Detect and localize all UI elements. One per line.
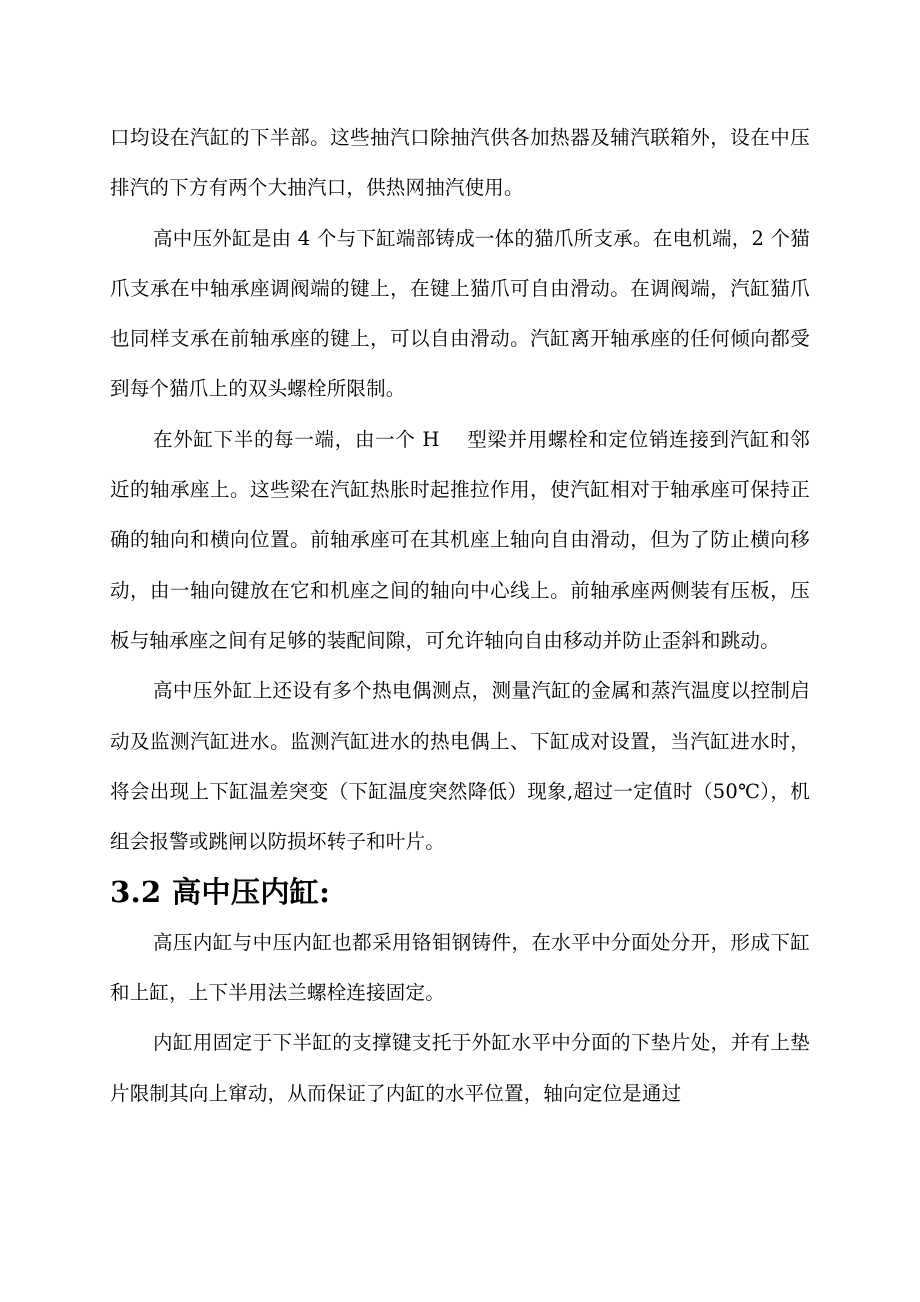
paragraph-outer-casing-support: 高中压外缸是由 4 个与下缸端部铸成一体的猫爪所支承。在电机端，2 个猫爪支承在中轴承座调阀端的键上，在键上猫爪可自由滑动。在调阀端，汽缸猫爪也同样支承在前轴承座的键上，可以自由滑动。汽缸离开轴承座的任何倾向都受到每个猫爪上的双头螺栓所限制。 — [110, 226, 810, 401]
paragraph-thermocouples: 高中压外缸上还设有多个热电偶测点，测量汽缸的金属和蒸汽温度以控制启动及监测汽缸进水。监测汽缸进水的热电偶上、下缸成对设置，当汽缸进水时，将会出现上下缸温差突变（下缸温度突然降低）现象,超过一定值时（50℃），机组会报警或跳闸以防损坏转子和叶片。 — [110, 679, 810, 854]
paragraph-inner-casing-support: 内缸用固定于下半缸的支撑键支托于外缸水平中分面的下垫片处，并有上垫片限制其向上窜动，从而保证了内缸的水平位置，轴向定位是通过 — [110, 1031, 810, 1105]
document-page — [110, 113, 810, 1119]
paragraph-inner-casing-material: 高压内缸与中压内缸也都采用铬钼钢铸件，在水平中分面处分开，形成下缸和上缸，上下半用法兰螺栓连接固定。 — [110, 930, 810, 1005]
paragraph-h-beam-connection: 在外缸下半的每一端，由一个 H 型梁并用螺栓和定位销连接到汽缸和邻近的轴承座上。这些梁在汽缸热胀时起推拉作用，使汽缸相对于轴承座可保持正确的轴向和横向位置。前轴承座可在其机座上轴向自由滑动，但为了防止横向移动，由一轴向键放在它和机座之间的轴向中心线上。前轴承座两侧装有压板，压板与轴承座之间有足够的装配间隙，可允许轴向自由移动并防止歪斜和跳动。 — [110, 427, 810, 652]
section-heading-inner-casing: 3.2 高中压内缸: — [110, 875, 331, 910]
paragraph-extraction-ports: 口均设在汽缸的下半部。这些抽汽口除抽汽供各加热器及辅汽联箱外，设在中压排汽的下方有两个大抽汽口，供热网抽汽使用。 — [110, 126, 810, 200]
